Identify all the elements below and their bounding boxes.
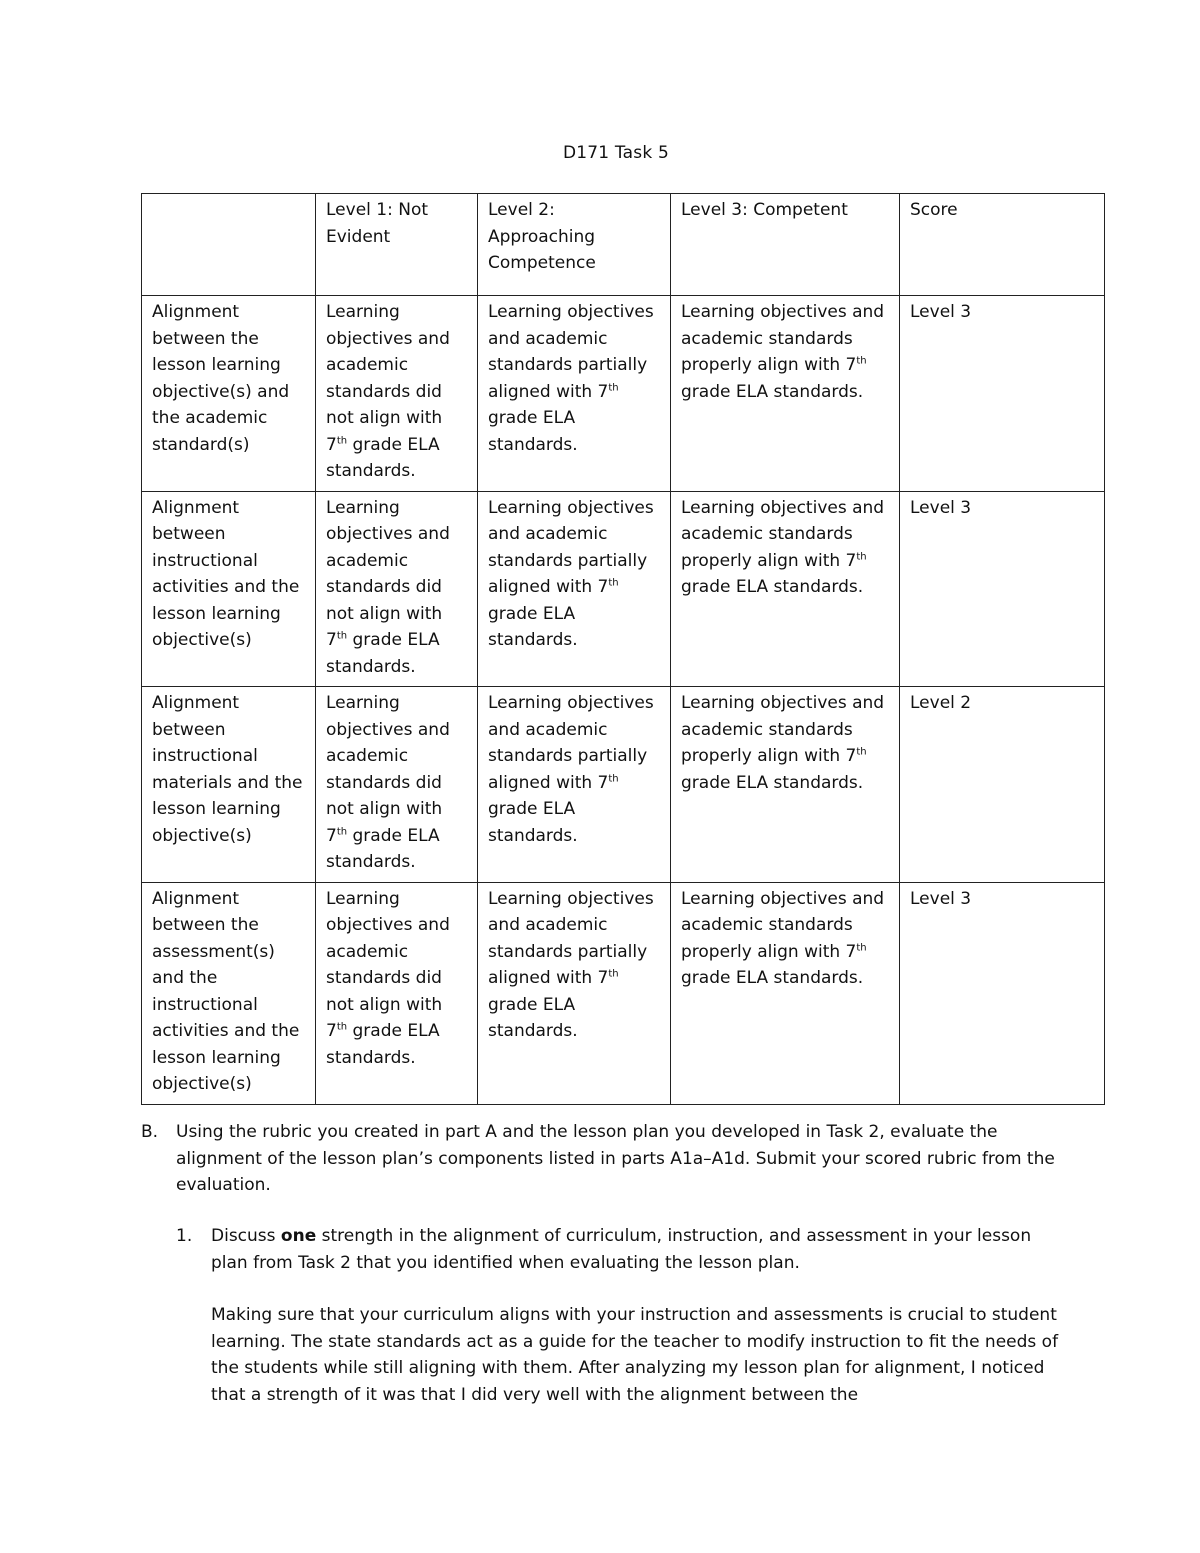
level3-cell — [671, 882, 900, 1104]
level1-text: Learning objectives and academic standards did not align with 7 — [326, 497, 450, 650]
ordinal-suffix: th — [608, 381, 619, 393]
ordinal-suffix: th — [336, 825, 348, 837]
level2-text: Learning objectives and academic standards partially aligned with 7 — [488, 888, 654, 988]
level1-cell — [316, 882, 478, 1104]
level3-cell — [671, 296, 900, 492]
question-1-text — [211, 1223, 1046, 1276]
level2-text-end: grade ELA standards. — [488, 799, 578, 846]
ordinal-suffix: th — [608, 968, 619, 980]
part-b-letter: B. — [141, 1122, 159, 1142]
level1-cell — [316, 491, 478, 687]
part-b-text: Using the rubric you created in part A and the lesson plan you developed in Task 2, evaluate the alignment of the lesson plan’s components listed in parts A1a–A1d. Submit your scored rubric from the evaluation. — [176, 1122, 1055, 1195]
rubric-header-row — [142, 194, 1105, 296]
ordinal-suffix: th — [856, 746, 867, 758]
score-cell: Level 2 — [900, 687, 1105, 883]
level1-text: Learning objectives and academic standards did not align with 7 — [326, 302, 450, 455]
question-1 — [176, 1223, 1046, 1276]
level1-cell — [316, 296, 478, 492]
level3-text-end: grade ELA standards. — [681, 577, 864, 597]
level3-cell — [671, 687, 900, 883]
level3-text: Learning objectives and academic standards properly align with 7 — [681, 888, 885, 962]
rubric-row — [142, 687, 1105, 883]
ordinal-suffix: th — [336, 434, 348, 446]
part-b-section — [141, 1119, 1061, 1199]
criterion-cell: Alignment between the lesson learning objective(s) and the academic standard(s) — [142, 296, 316, 492]
level1-text-end: grade ELA standards. — [326, 434, 440, 481]
level3-text: Learning objectives and academic standards properly align with 7 — [681, 497, 885, 571]
question-1-pre: Discuss — [211, 1226, 281, 1246]
ordinal-suffix: th — [608, 577, 619, 589]
level2-text: Learning objectives and academic standards partially aligned with 7 — [488, 302, 654, 402]
level3-text: Learning objectives and academic standards properly align with 7 — [681, 693, 885, 766]
ordinal-suffix: th — [856, 550, 867, 562]
rubric-row — [142, 491, 1105, 687]
level3-text-end: grade ELA standards. — [681, 772, 864, 793]
criterion-cell: Alignment between instructional activities and the lesson learning objective(s) — [142, 491, 316, 687]
header-cell-score: Score — [900, 194, 1105, 296]
ordinal-suffix: th — [856, 355, 867, 367]
header-cell-level2: Level 2: Approaching Competence — [478, 194, 671, 296]
question-1-number: 1. — [176, 1226, 193, 1246]
level3-text: Learning objectives and academic standards properly align with 7 — [681, 302, 885, 375]
question-1-post: strength in the alignment of curriculum, instruction, and assessment in your lesson plan from Task 2 that you identified when evaluating the lesson plan. — [211, 1226, 1032, 1273]
level3-cell — [671, 491, 900, 687]
level2-text-end: grade ELA standards. — [488, 408, 578, 455]
level2-text-end: grade ELA standards. — [488, 994, 578, 1041]
header-cell-level1: Level 1: Not Evident — [316, 194, 478, 296]
ordinal-suffix: th — [336, 630, 348, 642]
level3-text-end: grade ELA standards. — [681, 968, 864, 988]
rubric-row — [142, 296, 1105, 492]
ordinal-suffix: th — [608, 772, 619, 784]
criterion-cell: Alignment between the assessment(s) and the instructional activities and the lesson learning objective(s) — [142, 882, 316, 1104]
criterion-cell: Alignment between instructional materials and the lesson learning objective(s) — [142, 687, 316, 883]
ordinal-suffix: th — [336, 1021, 348, 1033]
level1-text-end: grade ELA standards. — [326, 825, 440, 872]
rubric-table — [141, 193, 1105, 1105]
level1-cell — [316, 687, 478, 883]
header-cell-level3: Level 3: Competent — [671, 194, 900, 296]
level1-text-end: grade ELA standards. — [326, 1021, 440, 1068]
ordinal-suffix: th — [856, 941, 867, 953]
level2-cell — [478, 687, 671, 883]
score-cell: Level 3 — [900, 491, 1105, 687]
page-title: D171 Task 5 — [562, 143, 670, 163]
score-cell: Level 3 — [900, 882, 1105, 1104]
level1-text-end: grade ELA standards. — [326, 630, 440, 677]
level2-text-end: grade ELA standards. — [488, 603, 578, 650]
question-1-bold: one — [280, 1226, 317, 1246]
score-cell: Level 3 — [900, 296, 1105, 492]
level3-text-end: grade ELA standards. — [681, 381, 864, 402]
rubric-row — [142, 882, 1105, 1104]
level1-text: Learning objectives and academic standards did not align with 7 — [326, 888, 450, 1041]
level2-cell — [478, 296, 671, 492]
level2-text: Learning objectives and academic standards partially aligned with 7 — [488, 693, 654, 793]
header-cell-criterion — [142, 194, 316, 296]
level2-cell — [478, 882, 671, 1104]
answer-paragraph: Making sure that your curriculum aligns with your instruction and assessments is crucial to student learning. The state standards act as a guide for the teacher to modify instruction to fit the needs of the students while still aligning with them. After analyzing my lesson plan for alignment, I noticed that a strength of it was that I did very well with the alignment between the — [211, 1305, 1059, 1405]
level2-cell — [478, 491, 671, 687]
level1-text: Learning objectives and academic standards did not align with 7 — [326, 693, 450, 846]
level2-text: Learning objectives and academic standards partially aligned with 7 — [488, 497, 654, 597]
